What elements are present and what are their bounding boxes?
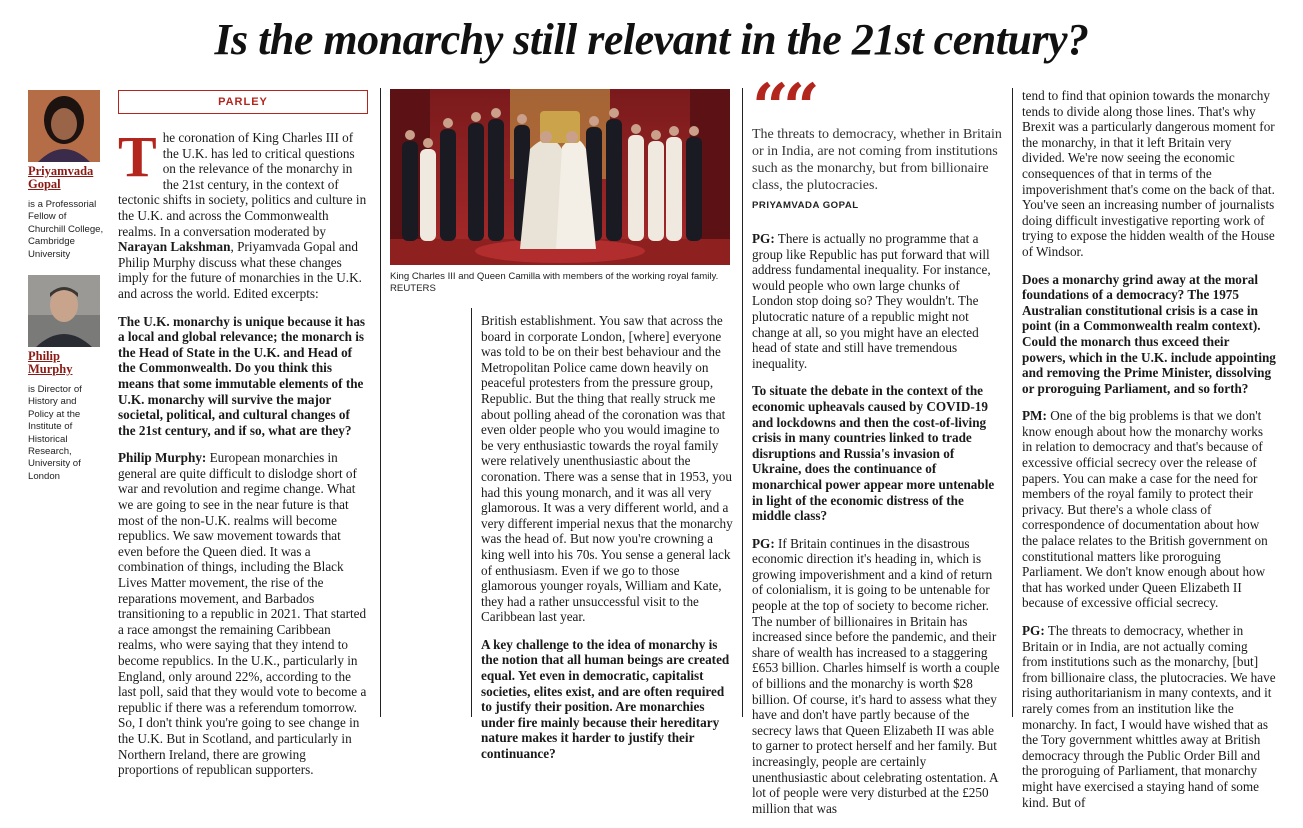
author-photo-murphy: [28, 275, 100, 347]
royal-family-photo: [390, 89, 730, 265]
answer-3: PG: If Britain continues in the disastrous economic direction it's heading in, which is growing impoverishment and a kind of return of colonialism, it is going to be untenable for people at the top of society to become richer. The number of billionaires in Britain has increased since before the pandemic, and their share of wealth has increased to a staggering £653 billion. Charles himself is worth a couple of billions and the monarchy is worth $28 billion. Of course, it's hard to assess what they have and don't have partly because of the secrecy laws that Queen Elizabeth II was able to garner to protect herself and her family. But increasingly, people are certainly unenthusiastic about celebrating ostentation. A lot of people were very disturbed at the £250 million that was: [752, 535, 1000, 816]
question-2: A key challenge to the idea of monarchy is the notion that all human beings are created equal. Yet even in democratic, capitalist societies, elites exist, and are often required to justify their position. Are monarchies under fire mainly because their hereditary nature makes it harder to justify their continuance?: [481, 636, 730, 762]
photo-caption: King Charles III and Queen Camilla with members of the working royal family. REUTERS: [390, 271, 732, 295]
author-bio: is Director of History and Policy at the Institute of Historical Research, University of London: [28, 384, 82, 482]
question-4: Does a monarchy grind away at the moral foundations of a democracy? The 1975 Australian constitutional crisis is a case in point (in a Commonwealth realm context). Could the monarch thus exceed their powers, which in the U.K. include appointing and removing the Prime Minister, dissolving or proroguing Parliament, and so forth?: [1022, 271, 1276, 396]
pull-quote-attribution: PRIYAMVADA GOPAL: [752, 200, 859, 211]
dropcap: T: [118, 124, 157, 189]
answer-4: PM: One of the big problems is that we don't know enough about how the monarchy works in relation to democracy and that's because of excessive official secrecy over the release of papers. You can make a case for the need for members of the royal family to protect their privacy. But there's a whole class of correspondence of documentation about how the palace relates to the British government on constitutional matters like proroguing Parliament. We don't know enough about how that has worked under Queen Elizabeth II because of excessive official secrecy.: [1022, 408, 1268, 611]
question-1: The U.K. monarchy is unique because it has a local and global relevance; the monarch is the Head of State in the U.K. and Head of the Commonwealth. Do you think this means that some immutable elements of the U.K. monarchy will survive the major societal, political, and cultural changes of the 21st century, and if so, what are they?: [118, 313, 366, 438]
pull-quote: The threats to democracy, whether in Britain or in India, are not coming from institutions such as the monarchy, but from billionaire class, the plutocracies.: [752, 127, 1002, 193]
author-column: [28, 90, 104, 483]
column-rule: [471, 308, 472, 717]
author-photo-gopal: [28, 90, 100, 162]
section-label: PARLEY: [118, 90, 368, 114]
answer-5: PG: The threats to democracy, whether in Britain or in India, are not actually coming from institutions such as the monarchy, [but] from billionaire class, the plutocracies. We have rising authoritarianism in many contexts, and it rarely comes from an institution like the monarchy. In fact, I would have wished that as the Tory government whittles away at British democracy through the Public Order Bill and the proroguing of Parliament, that monarchy might have exercised a staying hand of some kind. But of: [1022, 623, 1276, 810]
article-column-3: [481, 313, 733, 774]
column-rule: [1012, 88, 1013, 717]
photo-block: [390, 89, 732, 295]
answer-2: PG: There is actually no programme that a group like Republic has put forward that will address fundamental inequality. For instance, would people who own large chunks of London stop doing so? They wouldn't. The plutocratic nature of a republic might not change at all, so you might have an elected head of state and still have tremendous inequality.: [752, 231, 991, 371]
author-bio: is a Professorial Fellow of Churchill College, Cambridge University: [28, 199, 104, 260]
answer-1: Philip Murphy: European monarchies in general are quite difficult to dislodge short of war and revolution and regime change. What we are going to see in the near future is that most of the non-U.K. realms will become republics. We saw movement towards that even before the Queen died. It was a combination of things, including the Black Lives Matter movement, the rise of the reparations movement, and Barbados transitioning to a republic in 2021. That started a race amongst the remaining Caribbean realms, who were saying that they intend to become republics. In the U.K., particularly in England, only around 22%, according to the last poll, said that they would vote to become a republic if there was a referendum tomorrow. So, I don't think you're going to see change in the U.K. But in Scotland, and particularly in Northern Ireland, there are growing proportions of republican supporters.: [118, 450, 367, 778]
intro-paragraph: The coronation of King Charles III of the U.K. has led to critical questions on the relevance of the monarchy in the 21st century, in the context of tectonic shifts in society, politics and culture in the U.K. and across the Commonwealth realms. In a conversation moderated by Narayan Lakshman, Priyamvada Gopal and Philip Murphy discuss what these changes imply for the future of monarchies in the U.K. and across the world. Edited excerpts:: [118, 124, 367, 301]
article-column-5: [1022, 88, 1276, 822]
photo-credit: REUTERS: [390, 283, 436, 294]
question-3: To situate the debate in the context of the economic upheavals caused by COVID-19 and lockdowns and then the cost-of-living crisis in many countries linked to trade disruptions and Russia's invasion of Ukraine, does the continuance of monarchical power appear more untenable in light of the economic distress of the middle class?: [752, 383, 995, 524]
author-name[interactable]: Priyamvada Gopal: [28, 164, 94, 191]
body-paragraph: tend to find that opinion towards the monarchy tends to divide along those lines. That's why Brexit was a particularly dangerous moment for the monarchy, in that it left Britain very divided. We're now seeing the economic consequences of that in terms of the impoverishment that's come on the back of that. You've seen an increasing number of journalists doing difficult investigative reporting work of trying to expose the hidden wealth of the House of Windsor.: [1022, 88, 1275, 259]
article-column-4: [752, 70, 1002, 828]
headline: Is the monarchy still relevant in the 21st century?: [214, 15, 1089, 64]
author-name[interactable]: Philip Murphy: [28, 349, 73, 377]
moderator-name: Narayan Lakshman: [118, 239, 231, 255]
column-rule: [380, 88, 381, 717]
article-column-1: [118, 90, 368, 790]
body-paragraph: British establishment. You saw that across the board in corporate London, [where] everyone was told to be on their best behaviour and the Metropolitan Police came down heavily on peaceful protesters from the pressure group, Republic. But the thing that really struck me about polling ahead of the coronation was that even older people who you would imagine to be very enthusiastic towards the royal family were relatively unenthusiastic about the coronation. There was a sense that in 1953, you had this young monarch, and it was all very glamorous. It was a very different world, and a very different imperial nexus that the monarchy was the head of. But now you're crowning a king well into his 70s. You sense a general lack of enthusiasm. Even if we go to those glamorous younger royals, William and Kate, they had a rather unsuccessful visit to the Caribbean last year.: [481, 313, 733, 625]
quote-mark-icon: ““: [752, 70, 814, 145]
column-rule: [742, 88, 743, 717]
